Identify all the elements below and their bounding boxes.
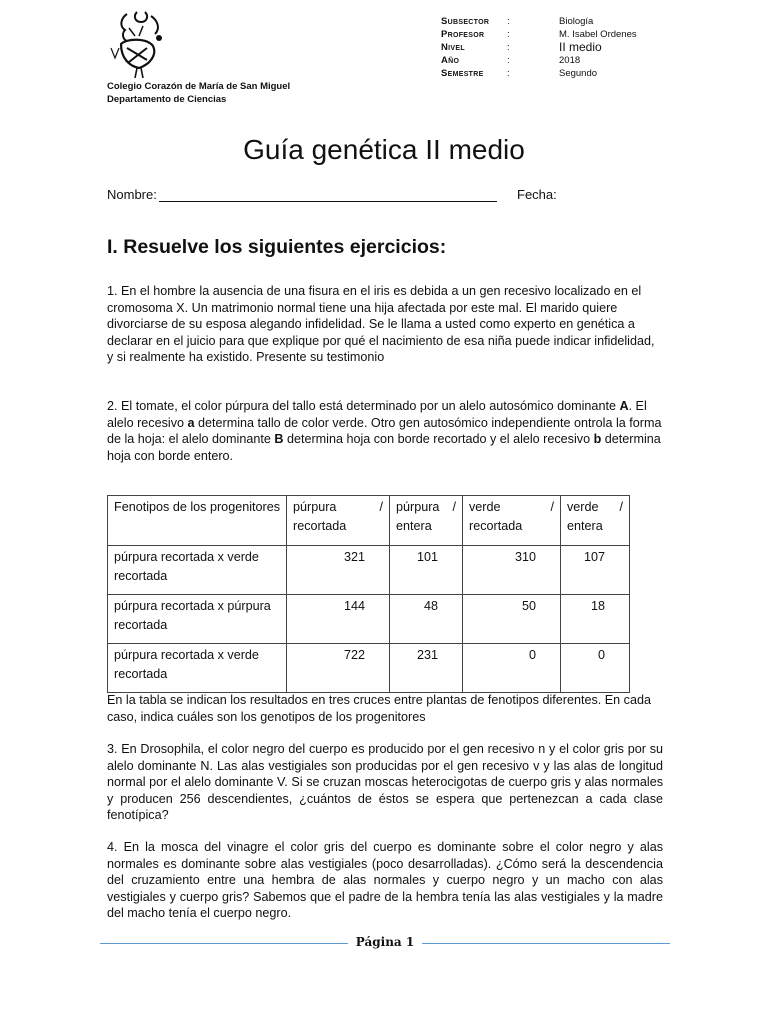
table-header: verde / entera [561, 496, 630, 546]
exercise-2-text: determina tallo de color verde. Otro gen autosómico independiente ontrola la forma de la hoja: el alelo dominante [107, 415, 662, 447]
allele-b: b [593, 432, 602, 447]
table-header: verde / recortada [463, 496, 561, 546]
allele-a: a [187, 415, 195, 430]
table-row [108, 595, 630, 644]
count-cell: 0 [561, 644, 630, 693]
count-cell: 231 [390, 644, 463, 693]
count-cell: 321 [287, 546, 390, 595]
exercise-2-text: determina hoja con borde recortado y el alelo recesivo [283, 432, 594, 447]
school-logo [107, 8, 169, 80]
count-cell: 0 [463, 644, 561, 693]
meta-row-nivel [441, 41, 679, 54]
meta-colon: : [507, 29, 510, 40]
allele-B: B [274, 432, 284, 447]
table-header: Fenotipos de los progenitores [108, 496, 287, 546]
meta-key: Subsector [441, 16, 490, 27]
table-header: púrpura / recortada [287, 496, 390, 546]
meta-value: Biología [559, 16, 594, 27]
page-footer [100, 935, 670, 953]
meta-value: 2018 [559, 55, 581, 66]
cross-cell: púrpura recortada x verde recortada [108, 546, 287, 595]
exercise-2-text: determina hoja con borde entero. [107, 432, 661, 463]
meta-value: II medio [559, 40, 602, 54]
count-cell: 144 [287, 595, 390, 644]
name-label: Nombre: [107, 187, 157, 202]
count-cell: 107 [561, 546, 630, 595]
school-crest-icon [107, 8, 169, 80]
count-cell: 50 [463, 595, 561, 644]
count-cell: 101 [390, 546, 463, 595]
meta-value: M. Isabel Ordenes [559, 29, 637, 40]
department-name: Departamento de Ciencias [107, 94, 227, 105]
meta-colon: : [507, 16, 510, 27]
meta-row-subsector [441, 15, 679, 28]
meta-key: Año [441, 55, 460, 66]
name-blank-line[interactable] [159, 187, 497, 202]
name-field [107, 187, 497, 202]
meta-row-semestre [441, 67, 679, 80]
school-info [107, 80, 290, 106]
meta-colon: : [507, 55, 510, 66]
meta-colon: : [507, 42, 510, 53]
exercise-2-text: . El alelo recesivo [107, 399, 647, 430]
meta-value: Segundo [559, 68, 598, 79]
document-title: Guía genética II medio [243, 134, 525, 165]
count-cell: 722 [287, 644, 390, 693]
table-row [108, 546, 630, 595]
meta-key: Nivel [441, 42, 465, 53]
meta-row-ano [441, 54, 679, 67]
exercise-2 [107, 398, 663, 464]
date-label: Fecha: [517, 187, 557, 202]
table-header: púrpura / entera [390, 496, 463, 546]
meta-key: Semestre [441, 68, 484, 79]
school-name: Colegio Corazón de María de San Miguel [107, 81, 291, 92]
exercise-1: 1. En el hombre la ausencia de una fisura en el iris es debida a un gen recesivo localizado en el cromosoma X. Un matrimonio normal tiene una hija afectada por este mal. El marido quiere divorciarse de su esposa alegando infidelidad. Se le llama a usted como experto en genética a declarar en el juicio para que explique por qué el nacimiento de esa niña puede indicar infidelidad, y si realmente ha existido. Presente su testimonio [107, 284, 655, 365]
count-cell: 310 [463, 546, 561, 595]
count-cell: 18 [561, 595, 630, 644]
section-heading: I. Resuelve los siguientes ejercicios: [107, 236, 447, 258]
exercise-3: 3. En Drosophila, el color negro del cuerpo es producido por el gen recesivo n y el color gris por su alelo dominante N. Las alas vestigiales son producidas por el gen recesivo v y las alas de longitud normal por el alelo dominante V. Si se cruzan moscas heterocigotas de cuerpo gris y alas normales y producen 256 descendientes, ¿cuántos de éstos se espera que pertenezcan a cada clase fenotípica? [107, 742, 663, 823]
meta-colon: : [507, 68, 510, 79]
table-header-row [108, 496, 630, 546]
table-caption: En la tabla se indican los resultados en tres cruces entre plantas de fenotipos diferentes. En cada caso, indica cuáles son los genotipos de los progenitores [107, 693, 651, 724]
page-number-label: Página 1 [348, 935, 422, 949]
course-meta [441, 15, 679, 80]
count-cell: 48 [390, 595, 463, 644]
cross-cell: púrpura recortada x verde recortada [108, 644, 287, 693]
exercise-4: 4. En la mosca del vinagre el color gris del cuerpo es dominante sobre el color negro y alas normales es dominante sobre alas vestigiales (poco desarrolladas). ¿Cómo será la descendencia del cruzamiento entre una hembra de alas normales y cuerpo negro y un macho con alas vestigiales y cuerpo gris? Sabemos que el padre de la hembra tenía las alas vestigiales y la madre del macho tenía el cuerpo negro. [107, 840, 663, 921]
cross-cell: púrpura recortada x púrpura recortada [108, 595, 287, 644]
allele-A: A [619, 399, 629, 413]
exercise-2-text: 2. El tomate, el color púrpura del tallo está determinado por un alelo autosómico dominante [107, 399, 620, 413]
table-row [108, 644, 630, 693]
page-number [100, 935, 670, 949]
crosses-table [107, 495, 630, 693]
meta-key: Profesor [441, 29, 485, 40]
